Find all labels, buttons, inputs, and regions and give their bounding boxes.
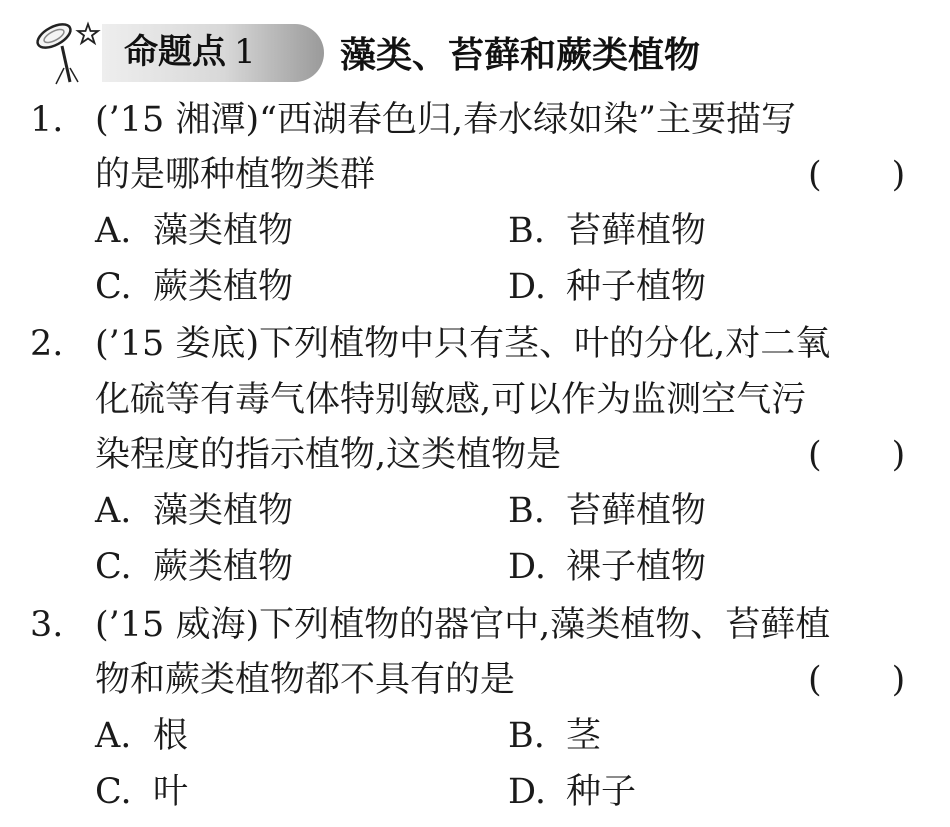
section-title: 藻类、苔藓和蕨类植物	[340, 35, 701, 76]
question-3-answer-paren: ( )	[808, 660, 906, 700]
question-3-option-d: D. 种子	[508, 772, 637, 812]
question-1-option-c: C. 蕨类植物	[95, 267, 294, 307]
question-2-line-1: (’15 娄底)下列植物中只有茎、叶的分化,对二氧	[95, 324, 831, 364]
magnifier-sparkle-icon	[30, 18, 110, 88]
question-1-line-1: (’15 湘潭)“西湖春色归,春水绿如染”主要描写	[95, 100, 797, 140]
question-3-number: 3.	[30, 605, 64, 645]
topic-badge	[30, 18, 322, 82]
question-1-line-2: 的是哪种植物类群	[95, 155, 376, 195]
question-1-option-b: B. 苔藓植物	[508, 211, 707, 251]
question-3-option-a: A. 根	[95, 716, 189, 756]
question-3-option-c: C. 叶	[95, 772, 189, 812]
badge-label: 命题点 1	[124, 32, 256, 72]
question-3-line-2: 物和蕨类植物都不具有的是	[95, 660, 516, 700]
question-2-option-a: A. 藻类植物	[95, 491, 294, 531]
question-2-line-2: 化硫等有毒气体特别敏感,可以作为监测空气污	[95, 380, 807, 420]
question-1-answer-paren: ( )	[808, 155, 906, 195]
topic-header	[30, 8, 930, 90]
question-3-option-b: B. 茎	[508, 716, 602, 756]
question-2-option-d: D. 裸子植物	[508, 547, 707, 587]
question-2-number: 2.	[30, 324, 64, 364]
question-2-line-3: 染程度的指示植物,这类植物是	[95, 435, 562, 475]
badge-number: 1	[234, 32, 256, 72]
question-1-option-a: A. 藻类植物	[95, 211, 294, 251]
question-3-line-1: (’15 威海)下列植物的器官中,藻类植物、苔藓植	[95, 605, 831, 645]
question-2-option-c: C. 蕨类植物	[95, 547, 294, 587]
question-2-answer-paren: ( )	[808, 435, 906, 475]
question-1-number: 1.	[30, 100, 64, 140]
question-2-option-b: B. 苔藓植物	[508, 491, 707, 531]
question-1-option-d: D. 种子植物	[508, 267, 707, 307]
